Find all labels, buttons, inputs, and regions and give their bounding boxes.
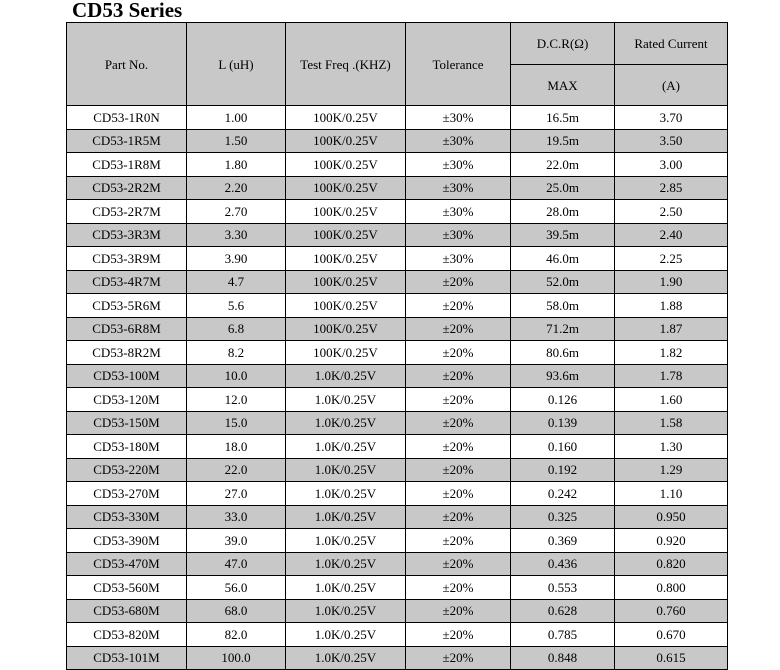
cell-tolerance: ±20% bbox=[406, 317, 511, 341]
cell-rated-current: 3.50 bbox=[615, 129, 728, 153]
cell-test-freq: 1.0K/0.25V bbox=[286, 529, 406, 553]
cell-test-freq: 100K/0.25V bbox=[286, 200, 406, 224]
cell-inductance: 39.0 bbox=[187, 529, 286, 553]
cell-tolerance: ±30% bbox=[406, 153, 511, 177]
cell-test-freq: 1.0K/0.25V bbox=[286, 576, 406, 600]
cell-test-freq: 100K/0.25V bbox=[286, 317, 406, 341]
cell-tolerance: ±20% bbox=[406, 552, 511, 576]
cell-inductance: 2.20 bbox=[187, 176, 286, 200]
cell-tolerance: ±20% bbox=[406, 294, 511, 318]
cell-rated-current: 0.670 bbox=[615, 623, 728, 647]
cell-rated-current: 1.88 bbox=[615, 294, 728, 318]
cell-dcr: 58.0m bbox=[511, 294, 615, 318]
cell-part-no: CD53-390M bbox=[67, 529, 187, 553]
cell-test-freq: 100K/0.25V bbox=[286, 176, 406, 200]
cell-inductance: 27.0 bbox=[187, 482, 286, 506]
cell-tolerance: ±20% bbox=[406, 576, 511, 600]
cell-part-no: CD53-120M bbox=[67, 388, 187, 412]
cell-tolerance: ±20% bbox=[406, 646, 511, 670]
cell-dcr: 0.369 bbox=[511, 529, 615, 553]
cell-tolerance: ±20% bbox=[406, 388, 511, 412]
cell-inductance: 1.80 bbox=[187, 153, 286, 177]
cell-dcr: 0.160 bbox=[511, 435, 615, 459]
table-row bbox=[67, 552, 728, 576]
cell-inductance: 1.00 bbox=[187, 106, 286, 130]
cell-inductance: 2.70 bbox=[187, 200, 286, 224]
cell-tolerance: ±20% bbox=[406, 341, 511, 365]
cell-tolerance: ±30% bbox=[406, 247, 511, 271]
cell-rated-current: 2.85 bbox=[615, 176, 728, 200]
cell-test-freq: 1.0K/0.25V bbox=[286, 411, 406, 435]
cell-rated-current: 0.615 bbox=[615, 646, 728, 670]
cell-rated-current: 1.78 bbox=[615, 364, 728, 388]
table-row bbox=[67, 599, 728, 623]
cell-part-no: CD53-4R7M bbox=[67, 270, 187, 294]
cell-part-no: CD53-680M bbox=[67, 599, 187, 623]
cell-part-no: CD53-3R3M bbox=[67, 223, 187, 247]
cell-dcr: 0.785 bbox=[511, 623, 615, 647]
cell-rated-current: 2.25 bbox=[615, 247, 728, 271]
cell-part-no: CD53-220M bbox=[67, 458, 187, 482]
cell-tolerance: ±30% bbox=[406, 106, 511, 130]
cell-rated-current: 1.10 bbox=[615, 482, 728, 506]
table-row bbox=[67, 388, 728, 412]
cell-dcr: 0.139 bbox=[511, 411, 615, 435]
header-dcr-max: MAX bbox=[511, 65, 615, 106]
table-row bbox=[67, 153, 728, 177]
header-dcr: D.C.R(Ω) bbox=[511, 23, 615, 65]
spec-table bbox=[66, 22, 728, 670]
cell-part-no: CD53-820M bbox=[67, 623, 187, 647]
cell-inductance: 1.50 bbox=[187, 129, 286, 153]
cell-test-freq: 100K/0.25V bbox=[286, 106, 406, 130]
cell-test-freq: 1.0K/0.25V bbox=[286, 364, 406, 388]
cell-part-no: CD53-3R9M bbox=[67, 247, 187, 271]
cell-tolerance: ±20% bbox=[406, 599, 511, 623]
cell-test-freq: 100K/0.25V bbox=[286, 247, 406, 271]
cell-part-no: CD53-180M bbox=[67, 435, 187, 459]
cell-inductance: 68.0 bbox=[187, 599, 286, 623]
cell-test-freq: 1.0K/0.25V bbox=[286, 388, 406, 412]
cell-inductance: 33.0 bbox=[187, 505, 286, 529]
cell-test-freq: 1.0K/0.25V bbox=[286, 552, 406, 576]
cell-part-no: CD53-100M bbox=[67, 364, 187, 388]
cell-part-no: CD53-560M bbox=[67, 576, 187, 600]
cell-dcr: 22.0m bbox=[511, 153, 615, 177]
cell-part-no: CD53-470M bbox=[67, 552, 187, 576]
cell-dcr: 0.242 bbox=[511, 482, 615, 506]
cell-rated-current: 0.950 bbox=[615, 505, 728, 529]
cell-rated-current: 1.58 bbox=[615, 411, 728, 435]
cell-inductance: 47.0 bbox=[187, 552, 286, 576]
table-row bbox=[67, 576, 728, 600]
table-row bbox=[67, 435, 728, 459]
cell-dcr: 39.5m bbox=[511, 223, 615, 247]
cell-part-no: CD53-2R2M bbox=[67, 176, 187, 200]
cell-test-freq: 100K/0.25V bbox=[286, 294, 406, 318]
table-row bbox=[67, 482, 728, 506]
cell-inductance: 18.0 bbox=[187, 435, 286, 459]
cell-test-freq: 1.0K/0.25V bbox=[286, 599, 406, 623]
cell-rated-current: 3.00 bbox=[615, 153, 728, 177]
table-row bbox=[67, 341, 728, 365]
header-inductance: L (uH) bbox=[187, 23, 286, 106]
table-row bbox=[67, 364, 728, 388]
header-part-no: Part No. bbox=[67, 23, 187, 106]
cell-dcr: 0.553 bbox=[511, 576, 615, 600]
table-row bbox=[67, 623, 728, 647]
cell-part-no: CD53-1R5M bbox=[67, 129, 187, 153]
cell-part-no: CD53-1R0N bbox=[67, 106, 187, 130]
header-rated-current-unit: (A) bbox=[615, 65, 728, 106]
table-row bbox=[67, 505, 728, 529]
cell-rated-current: 2.50 bbox=[615, 200, 728, 224]
table-row bbox=[67, 106, 728, 130]
cell-tolerance: ±30% bbox=[406, 176, 511, 200]
header-tolerance: Tolerance bbox=[406, 23, 511, 106]
cell-part-no: CD53-8R2M bbox=[67, 341, 187, 365]
cell-test-freq: 1.0K/0.25V bbox=[286, 646, 406, 670]
cell-tolerance: ±20% bbox=[406, 435, 511, 459]
cell-rated-current: 1.30 bbox=[615, 435, 728, 459]
page-title: CD53 Series bbox=[72, 0, 183, 22]
cell-inductance: 8.2 bbox=[187, 341, 286, 365]
cell-inductance: 5.6 bbox=[187, 294, 286, 318]
cell-inductance: 10.0 bbox=[187, 364, 286, 388]
cell-part-no: CD53-5R6M bbox=[67, 294, 187, 318]
cell-dcr: 0.325 bbox=[511, 505, 615, 529]
table-row bbox=[67, 176, 728, 200]
cell-rated-current: 1.90 bbox=[615, 270, 728, 294]
cell-test-freq: 100K/0.25V bbox=[286, 223, 406, 247]
cell-test-freq: 100K/0.25V bbox=[286, 153, 406, 177]
cell-inductance: 82.0 bbox=[187, 623, 286, 647]
cell-dcr: 16.5m bbox=[511, 106, 615, 130]
table-row bbox=[67, 294, 728, 318]
header-row bbox=[67, 23, 728, 65]
cell-inductance: 3.90 bbox=[187, 247, 286, 271]
cell-tolerance: ±30% bbox=[406, 129, 511, 153]
table-row bbox=[67, 247, 728, 271]
cell-tolerance: ±20% bbox=[406, 623, 511, 647]
table-row bbox=[67, 317, 728, 341]
cell-rated-current: 1.87 bbox=[615, 317, 728, 341]
table-row bbox=[67, 270, 728, 294]
cell-tolerance: ±20% bbox=[406, 458, 511, 482]
cell-inductance: 3.30 bbox=[187, 223, 286, 247]
cell-dcr: 80.6m bbox=[511, 341, 615, 365]
table-row bbox=[67, 129, 728, 153]
cell-dcr: 0.436 bbox=[511, 552, 615, 576]
cell-dcr: 25.0m bbox=[511, 176, 615, 200]
cell-rated-current: 1.29 bbox=[615, 458, 728, 482]
cell-tolerance: ±30% bbox=[406, 200, 511, 224]
cell-part-no: CD53-150M bbox=[67, 411, 187, 435]
cell-rated-current: 0.920 bbox=[615, 529, 728, 553]
cell-dcr: 0.126 bbox=[511, 388, 615, 412]
cell-inductance: 12.0 bbox=[187, 388, 286, 412]
cell-tolerance: ±20% bbox=[406, 482, 511, 506]
table-row bbox=[67, 223, 728, 247]
cell-test-freq: 1.0K/0.25V bbox=[286, 482, 406, 506]
cell-test-freq: 1.0K/0.25V bbox=[286, 458, 406, 482]
cell-dcr: 28.0m bbox=[511, 200, 615, 224]
cell-dcr: 0.628 bbox=[511, 599, 615, 623]
cell-test-freq: 100K/0.25V bbox=[286, 341, 406, 365]
cell-inductance: 100.0 bbox=[187, 646, 286, 670]
cell-dcr: 0.848 bbox=[511, 646, 615, 670]
cell-tolerance: ±30% bbox=[406, 223, 511, 247]
cell-tolerance: ±20% bbox=[406, 411, 511, 435]
cell-tolerance: ±20% bbox=[406, 364, 511, 388]
cell-dcr: 71.2m bbox=[511, 317, 615, 341]
cell-part-no: CD53-101M bbox=[67, 646, 187, 670]
cell-inductance: 4.7 bbox=[187, 270, 286, 294]
cell-dcr: 46.0m bbox=[511, 247, 615, 271]
cell-rated-current: 1.82 bbox=[615, 341, 728, 365]
cell-part-no: CD53-1R8M bbox=[67, 153, 187, 177]
cell-test-freq: 100K/0.25V bbox=[286, 270, 406, 294]
cell-inductance: 56.0 bbox=[187, 576, 286, 600]
cell-dcr: 52.0m bbox=[511, 270, 615, 294]
cell-part-no: CD53-330M bbox=[67, 505, 187, 529]
header-rated-current: Rated Current bbox=[615, 23, 728, 65]
table-row bbox=[67, 458, 728, 482]
cell-part-no: CD53-6R8M bbox=[67, 317, 187, 341]
cell-inductance: 22.0 bbox=[187, 458, 286, 482]
cell-test-freq: 1.0K/0.25V bbox=[286, 435, 406, 459]
cell-dcr: 93.6m bbox=[511, 364, 615, 388]
table-body bbox=[67, 106, 728, 670]
cell-test-freq: 100K/0.25V bbox=[286, 129, 406, 153]
cell-rated-current: 0.820 bbox=[615, 552, 728, 576]
cell-tolerance: ±20% bbox=[406, 529, 511, 553]
cell-inductance: 6.8 bbox=[187, 317, 286, 341]
cell-test-freq: 1.0K/0.25V bbox=[286, 505, 406, 529]
cell-tolerance: ±20% bbox=[406, 270, 511, 294]
header-test-freq: Test Freq .(KHZ) bbox=[286, 23, 406, 106]
cell-test-freq: 1.0K/0.25V bbox=[286, 623, 406, 647]
cell-dcr: 19.5m bbox=[511, 129, 615, 153]
cell-rated-current: 2.40 bbox=[615, 223, 728, 247]
cell-tolerance: ±20% bbox=[406, 505, 511, 529]
cell-rated-current: 0.800 bbox=[615, 576, 728, 600]
table-row bbox=[67, 529, 728, 553]
cell-rated-current: 0.760 bbox=[615, 599, 728, 623]
cell-inductance: 15.0 bbox=[187, 411, 286, 435]
cell-part-no: CD53-2R7M bbox=[67, 200, 187, 224]
cell-rated-current: 1.60 bbox=[615, 388, 728, 412]
table-row bbox=[67, 200, 728, 224]
cell-dcr: 0.192 bbox=[511, 458, 615, 482]
cell-rated-current: 3.70 bbox=[615, 106, 728, 130]
table-row bbox=[67, 411, 728, 435]
cell-part-no: CD53-270M bbox=[67, 482, 187, 506]
